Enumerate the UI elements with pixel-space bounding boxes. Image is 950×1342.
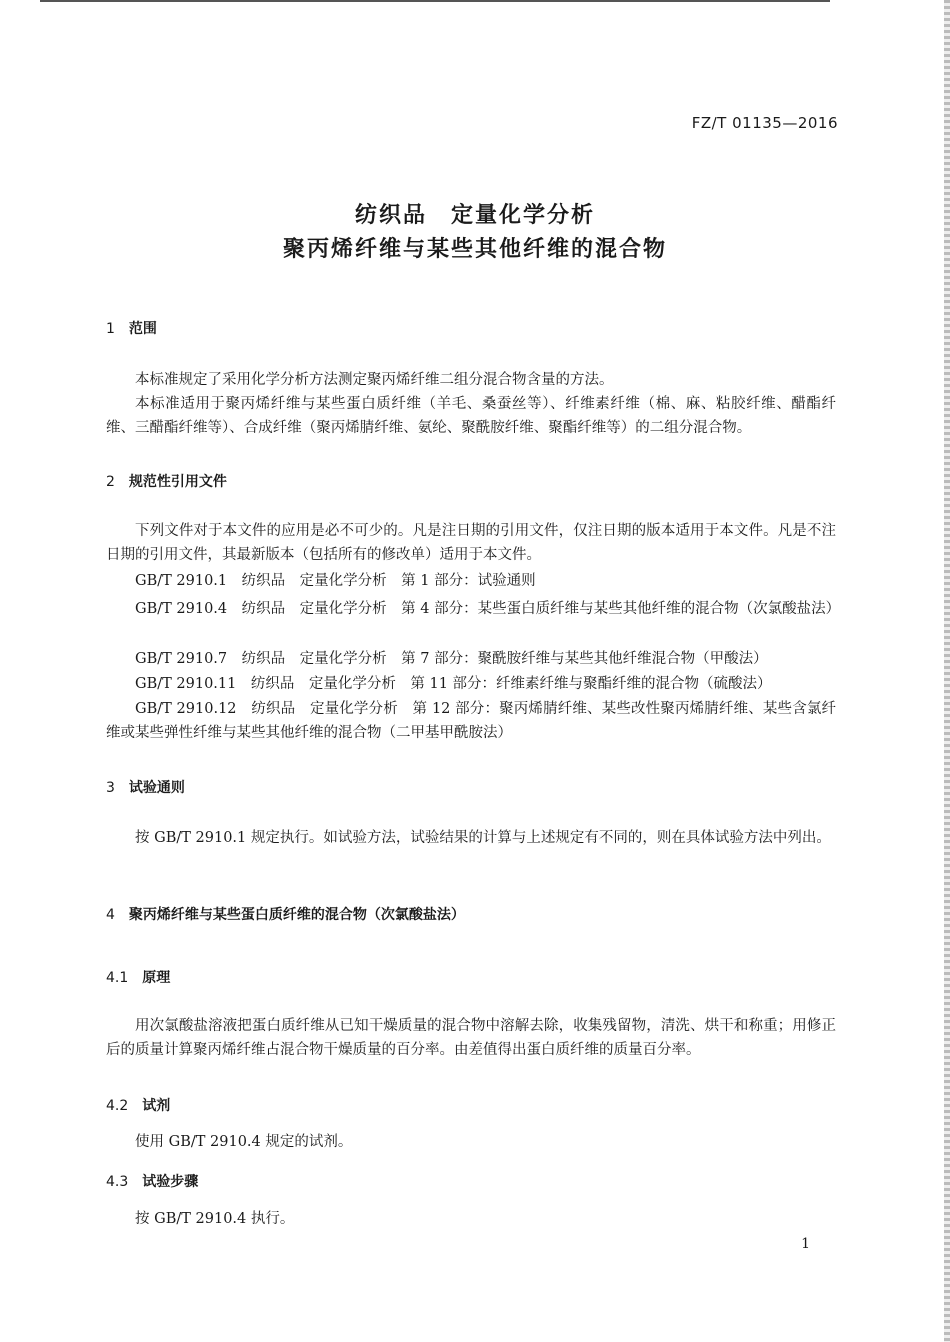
section-title: 原理 [142, 970, 171, 986]
document-title-line2: 聚丙烯纤维与某些其他纤维的混合物 [282, 237, 667, 262]
top-border-line [40, 0, 830, 5]
reference-item: GB/T 2910.12 纺织品 定量化学分析 第 12 部分：聚丙烯腈纤维、某些改性聚丙烯腈纤维、某些含氯纤维或某些弹性纤维与某些其他纤维的混合物（二甲基甲酰胺法） [106, 701, 836, 741]
section-title: 规范性引用文件 [128, 474, 227, 490]
section-number: 4.2 [106, 1098, 129, 1114]
standard-code: FZ/T 01135—2016 [691, 114, 838, 132]
section-4-heading [106, 904, 465, 924]
section-title: 试验通则 [128, 780, 185, 796]
section-title: 试剂 [142, 1098, 171, 1114]
section-number: 4 [106, 907, 115, 923]
section-number: 4.1 [106, 970, 129, 986]
section-number: 2 [106, 474, 115, 490]
section-4-3-paragraph: 按 GB/T 2910.4 执行。 [135, 1211, 295, 1227]
section-2-heading [106, 471, 227, 491]
section-1-paragraph-1: 本标准规定了采用化学分析方法测定聚丙烯纤维二组分混合物含量的方法。 [135, 372, 614, 388]
section-3-paragraph-1: 按 GB/T 2910.1 规定执行。如试验方法，试验结果的计算与上述规定有不同的，则在具体试验方法中列出。 [135, 830, 831, 846]
section-4-3-heading [106, 1171, 198, 1191]
section-1-heading [106, 318, 157, 338]
section-2-paragraph-1: 下列文件对于本文件的应用是必不可少的。凡是注日期的引用文件，仅注日期的版本适用于本文件。凡是不注日期的引用文件，其最新版本（包括所有的修改单）适用于本文件。 [106, 523, 836, 563]
document-title-line1: 纺织品 定量化学分析 [354, 203, 595, 228]
reference-item: GB/T 2910.7 纺织品 定量化学分析 第 7 部分：聚酰胺纤维与某些其他纤维混合物（甲酸法） [135, 651, 768, 667]
section-number: 1 [106, 321, 115, 337]
section-4-1-heading [106, 967, 170, 987]
section-number: 3 [106, 780, 115, 796]
page-number: 1 [801, 1236, 810, 1252]
section-title: 范围 [128, 321, 157, 337]
section-4-2-paragraph: 使用 GB/T 2910.4 规定的试剂。 [135, 1134, 353, 1150]
section-4-2-heading [106, 1095, 170, 1115]
section-number: 4.3 [106, 1174, 129, 1190]
section-3-heading [106, 777, 185, 797]
section-title: 试验步骤 [142, 1174, 199, 1190]
reference-item: GB/T 2910.4 纺织品 定量化学分析 第 4 部分：某些蛋白质纤维与某些其他纤维的混合物（次氯酸盐法） [135, 601, 841, 617]
section-title: 聚丙烯纤维与某些蛋白质纤维的混合物（次氯酸盐法） [128, 907, 465, 923]
reference-item: GB/T 2910.1 纺织品 定量化学分析 第 1 部分：试验通则 [135, 573, 536, 589]
reference-item: GB/T 2910.11 纺织品 定量化学分析 第 11 部分：纤维素纤维与聚酯纤维的混合物（硫酸法） [135, 676, 772, 692]
section-1-paragraph-2: 本标准适用于聚丙烯纤维与某些蛋白质纤维（羊毛、桑蚕丝等）、纤维素纤维（棉、麻、粘胶纤维、醋酯纤维、三醋酯纤维等）、合成纤维（聚丙烯腈纤维、氨纶、聚酰胺纤维、聚酯纤维等）的二组分混合物。 [106, 396, 836, 436]
section-4-1-paragraph: 用次氯酸盐溶液把蛋白质纤维从已知干燥质量的混合物中溶解去除，收集残留物，清洗、烘干和称重；用修正后的质量计算聚丙烯纤维占混合物干燥质量的百分率。由差值得出蛋白质纤维的质量百分率。 [106, 1018, 836, 1058]
